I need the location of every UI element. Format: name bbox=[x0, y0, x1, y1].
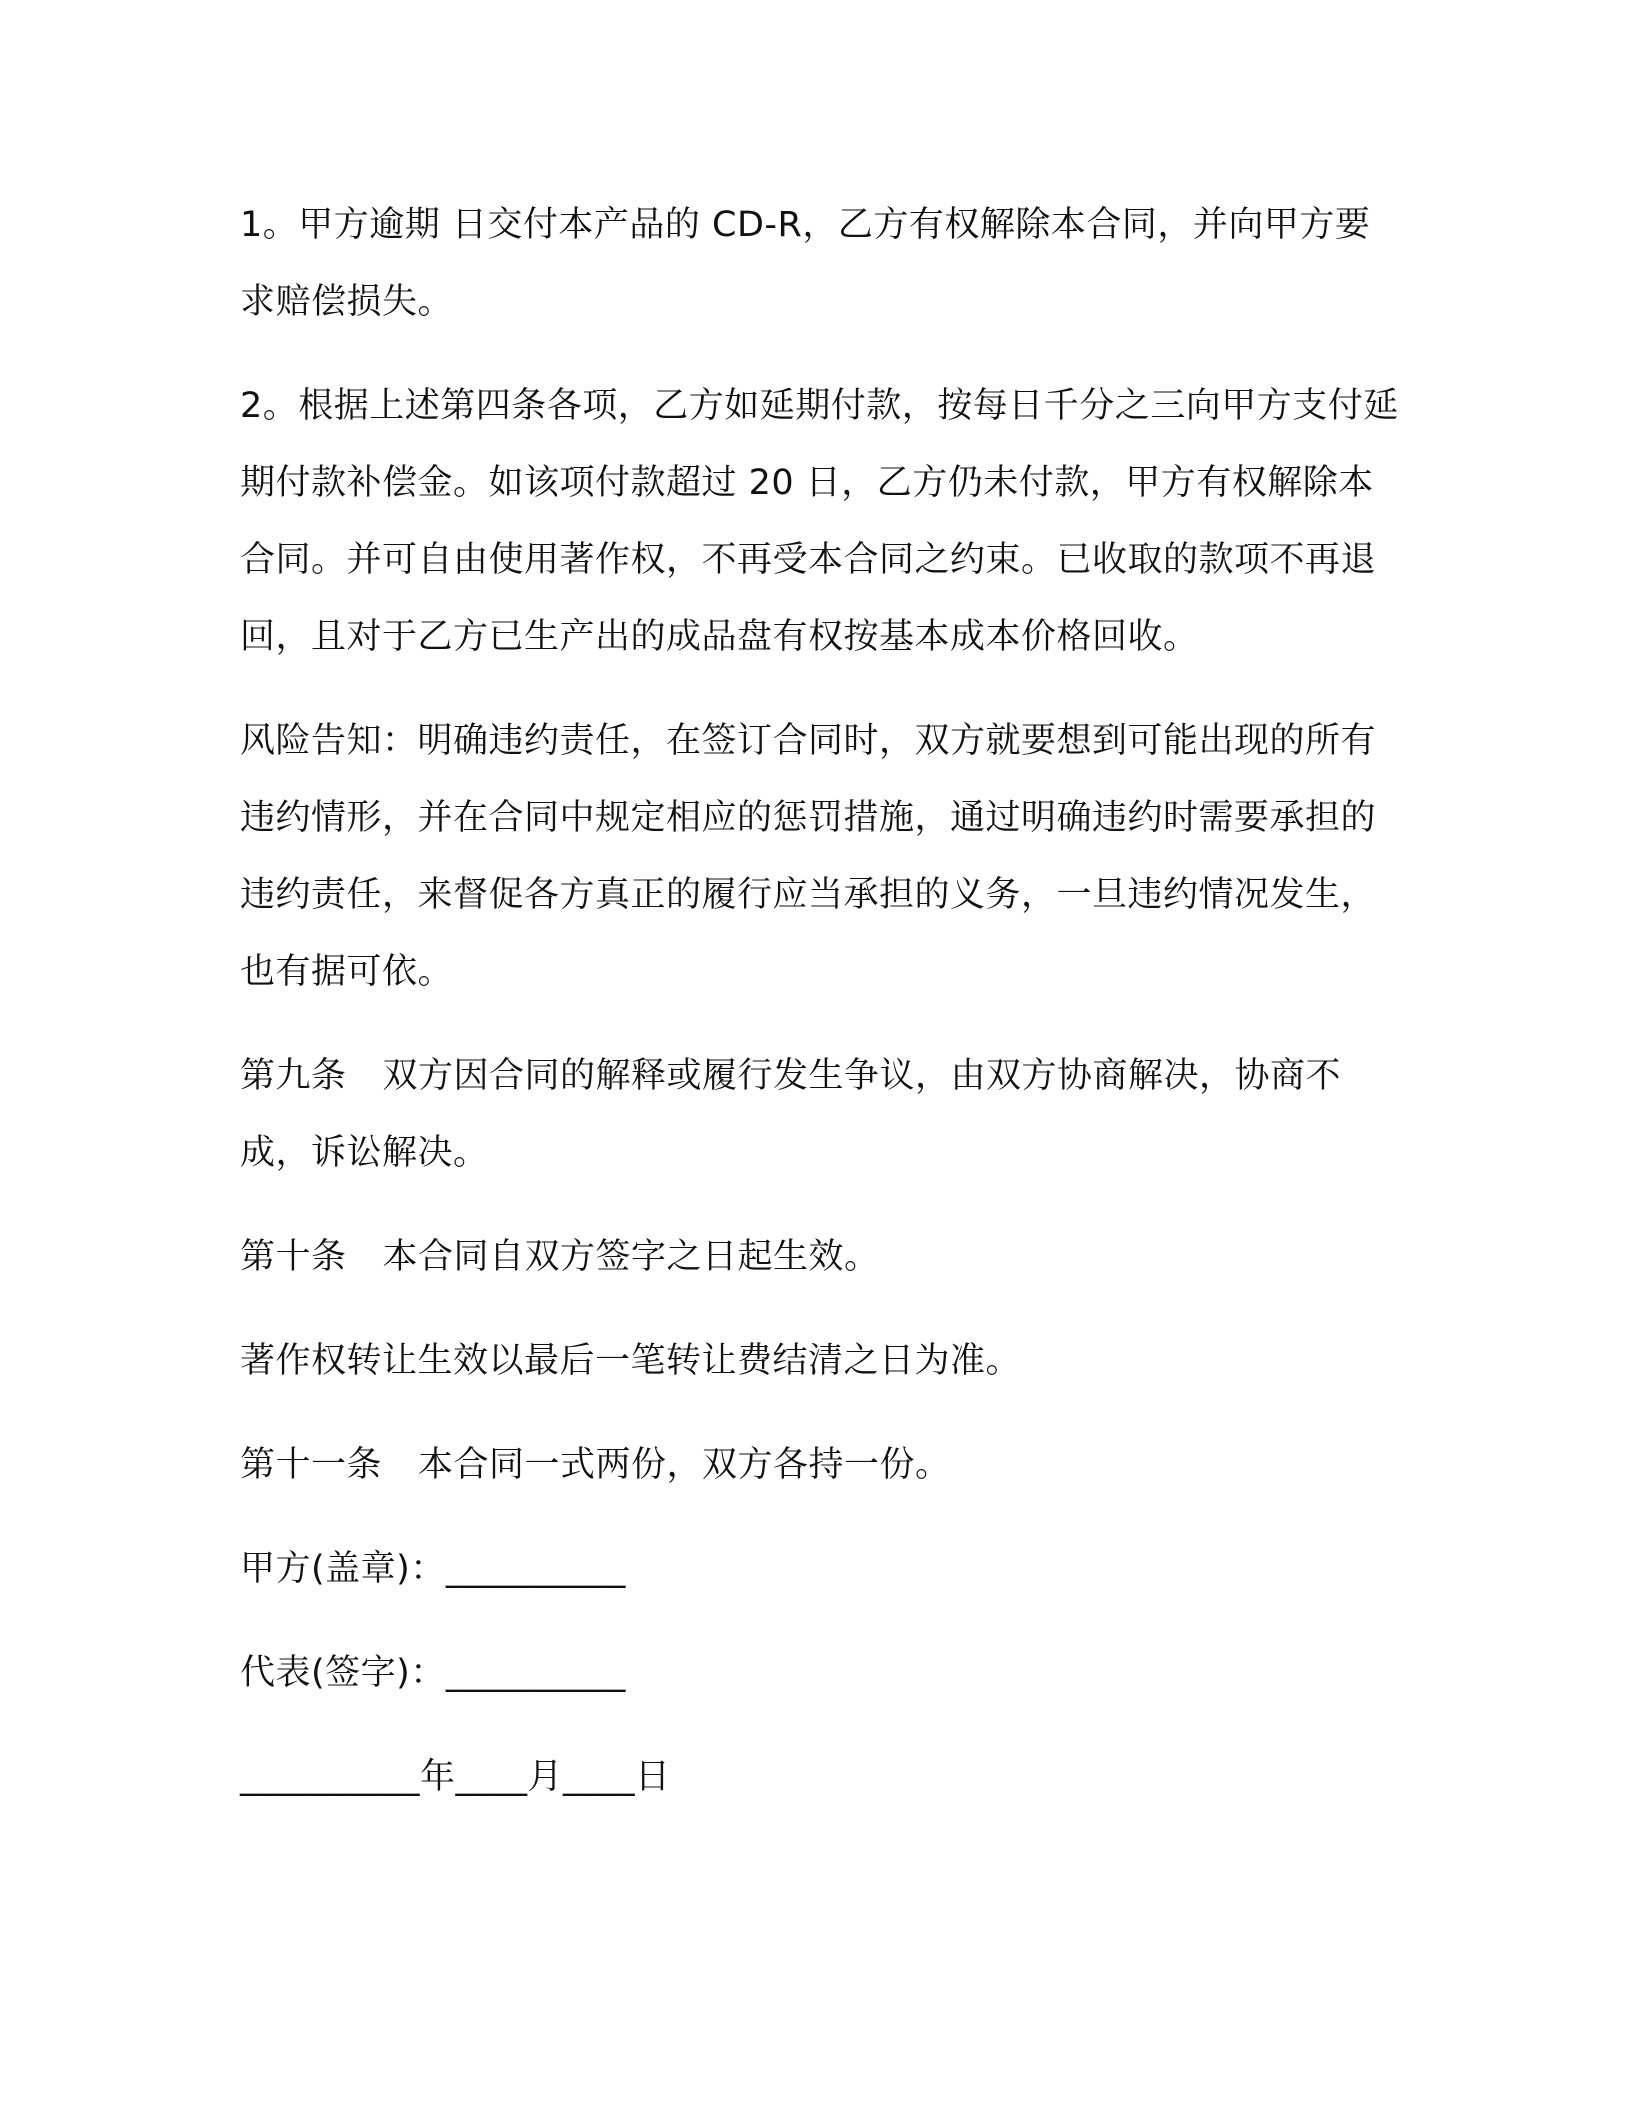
month-blank: ____ bbox=[455, 1757, 528, 1797]
party-a-blank: __________ bbox=[445, 1549, 626, 1589]
representative-signature-line bbox=[240, 1635, 1400, 1712]
representative-blank: __________ bbox=[445, 1653, 626, 1693]
article-10 bbox=[240, 1219, 1400, 1296]
party-a-signature-line bbox=[240, 1531, 1400, 1608]
party-a-label: 甲方(盖章)： bbox=[240, 1549, 446, 1589]
article-11 bbox=[240, 1427, 1400, 1504]
article-11-label: 第十一条 bbox=[240, 1445, 383, 1485]
day-blank: ____ bbox=[563, 1757, 636, 1797]
month-label: 月 bbox=[527, 1757, 564, 1797]
date-line bbox=[240, 1739, 1400, 1816]
clause-2: 2。根据上述第四条各项，乙方如延期付款，按每日千分之三向甲方支付延期付款补偿金。如该项付款超过 20 日，乙方仍未付款，甲方有权解除本合同。并可自由使用著作权，不再受本合同之约束。已收取的款项不再退回，且对于乙方已生产出的成品盘有权按基本成本价格回收。 bbox=[240, 386, 1399, 657]
document-body bbox=[240, 187, 1400, 1843]
day-label: 日 bbox=[635, 1757, 671, 1797]
risk-notice: 风险告知：明确违约责任，在签订合同时，双方就要想到可能出现的所有违约情形，并在合同中规定相应的惩罚措施，通过明确违约时需要承担的违约责任，来督促各方真正的履行应当承担的义务，一旦违约情况发生，也有据可依。 bbox=[240, 721, 1377, 992]
article-11-text: 本合同一式两份，双方各持一份。 bbox=[418, 1445, 951, 1485]
clause-1: 1。甲方逾期 日交付本产品的 CD-R，乙方有权解除本合同，并向甲方要求赔偿损失。 bbox=[240, 205, 1371, 322]
representative-label: 代表(签字)： bbox=[240, 1653, 446, 1693]
article-10-text: 本合同自双方签字之日起生效。 bbox=[382, 1237, 880, 1277]
copyright-effective-clause: 著作权转让生效以最后一笔转让费结清之日为准。 bbox=[240, 1341, 1022, 1381]
year-label: 年 bbox=[420, 1757, 456, 1797]
article-9-text: 双方因合同的解释或履行发生争议，由双方协商解决，协商不成，诉讼解决。 bbox=[240, 1056, 1342, 1173]
article-9-label: 第九条 bbox=[240, 1056, 347, 1096]
year-blank: __________ bbox=[240, 1757, 420, 1797]
article-10-label: 第十条 bbox=[240, 1237, 347, 1277]
article-9 bbox=[240, 1038, 1400, 1192]
